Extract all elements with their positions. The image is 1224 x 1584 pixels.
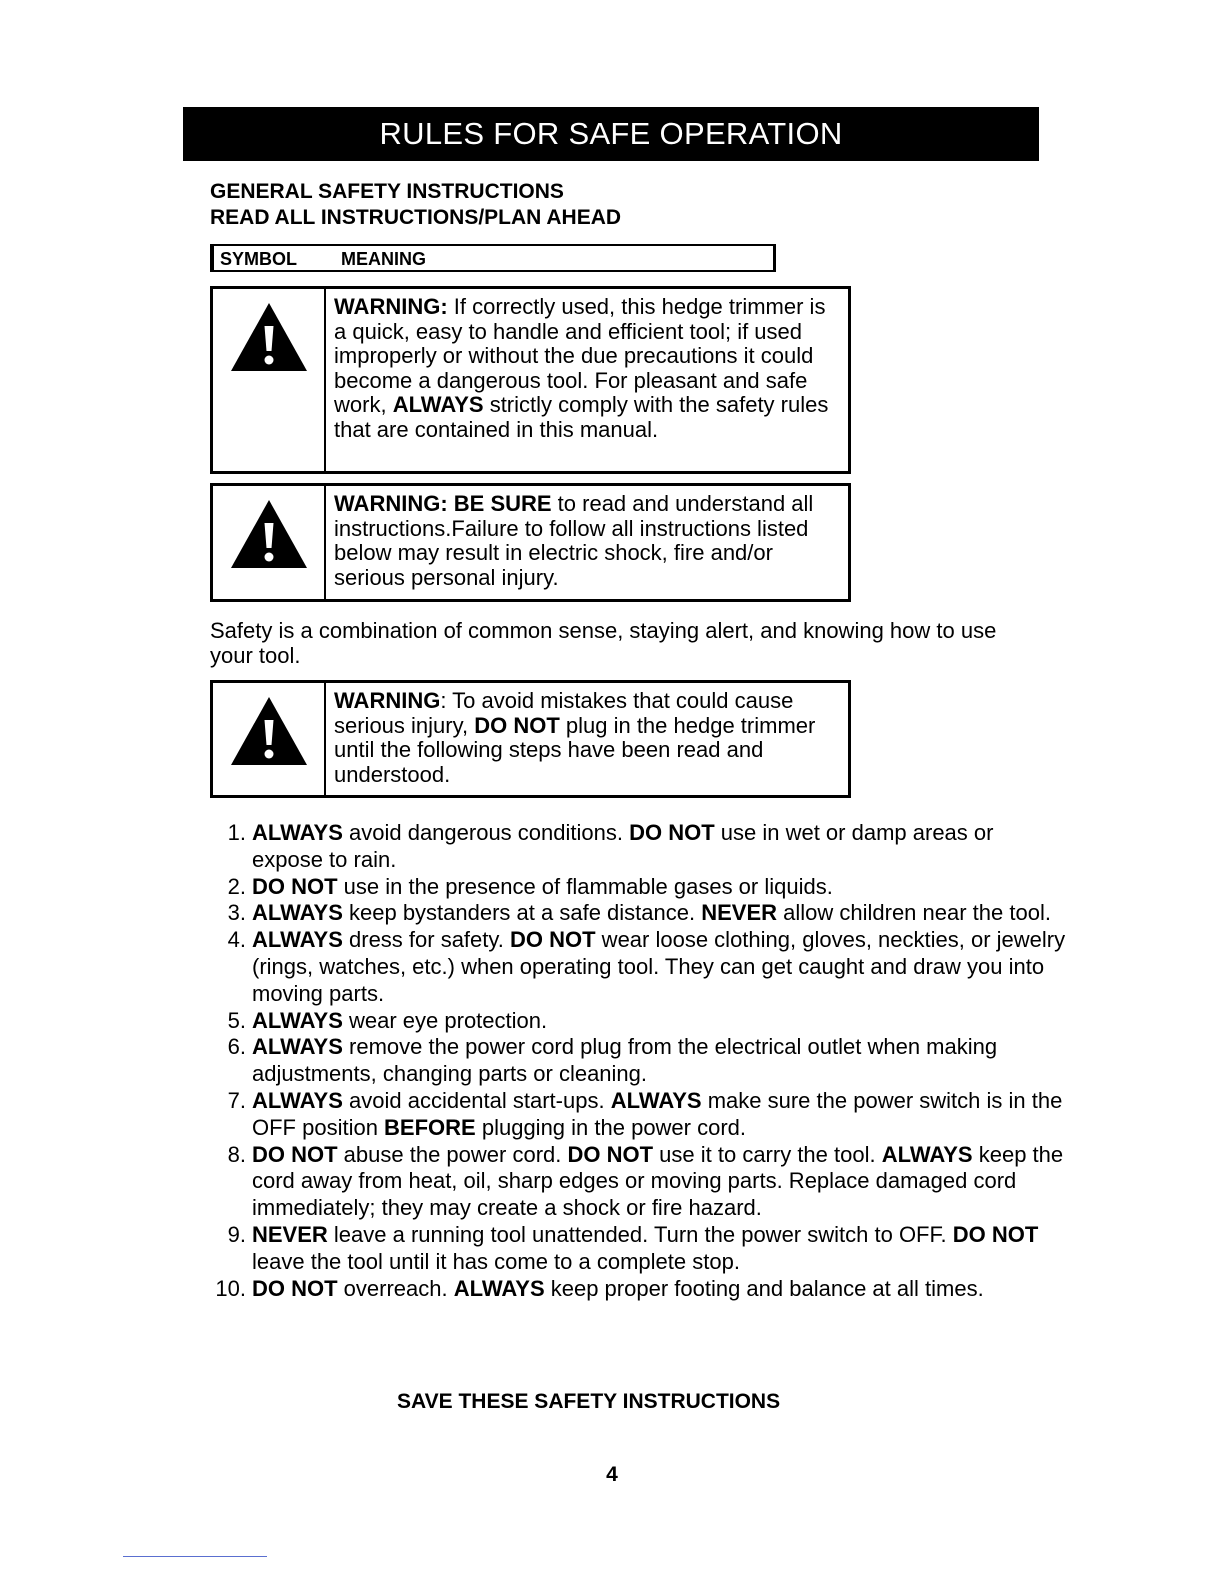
warning-text-2: WARNING: BE SURE to read and understand all instructions.Failure to follow all instructions listed below may result in electric shock, fire and/or serious personal injury. — [334, 491, 814, 590]
warning-symbol-cell — [213, 289, 326, 471]
warning-triangle-icon — [229, 498, 309, 570]
save-instructions-note: SAVE THESE SAFETY INSTRUCTIONS — [397, 1390, 781, 1413]
page-number: 4 — [606, 1463, 618, 1486]
general-safety-heading: GENERAL SAFETY INSTRUCTIONS — [210, 180, 564, 203]
safety-rules-list — [210, 820, 1070, 1302]
list-item: 2. DO NOT use in the presence of flammable gases or liquids. — [227, 873, 833, 899]
warning-text-1: WARNING: If correctly used, this hedge trimmer is a quick, easy to handle and efficient tool; if used improperly or without the due precautions it could become a dangerous tool. For pleasant and safe work, ALWAYS strictly comply with the safety rules that are contained in this manual. — [334, 294, 829, 442]
list-item: 10. DO NOT overreach. ALWAYS keep proper footing and balance at all times. — [215, 1275, 984, 1301]
warning-box-1 — [210, 286, 851, 474]
list-item: 4. ALWAYS dress for safety. DO NOT wear loose clothing, gloves, neckties, or jewelry (rings, watches, etc.) when operating tool. They can get caught and draw you into moving parts. — [227, 927, 1066, 1006]
warning-box-3 — [210, 680, 851, 798]
warning-triangle-icon — [229, 695, 309, 767]
warning-symbol-cell — [213, 486, 326, 599]
warning-box-2 — [210, 483, 851, 602]
list-item: 8. DO NOT abuse the power cord. DO NOT use it to carry the tool. ALWAYS keep the cord away from heat, oil, sharp edges or moving parts. Replace damaged cord immediately; they may create a shock or fire hazard. — [227, 1141, 1064, 1221]
section-banner: RULES FOR SAFE OPERATION — [183, 107, 1039, 161]
footer-divider — [123, 1556, 267, 1557]
list-item: 9. NEVER leave a running tool unattended. Turn the power switch to OFF. DO NOT leave the tool until it has come to a complete stop. — [227, 1221, 1039, 1274]
read-instructions-heading: READ ALL INSTRUCTIONS/PLAN AHEAD — [210, 206, 622, 229]
symbol-table-header — [210, 244, 776, 272]
list-item: 5. ALWAYS wear eye protection. — [227, 1007, 548, 1033]
symbol-column-label: SYMBOL — [220, 249, 298, 269]
list-item: 3. ALWAYS keep bystanders at a safe distance. NEVER allow children near the tool. — [227, 900, 1051, 926]
warning-symbol-cell — [213, 683, 326, 795]
list-item: 7. ALWAYS avoid accidental start-ups. ALWAYS make sure the power switch is in the OFF position BEFORE plugging in the power cord. — [227, 1087, 1063, 1140]
intro-paragraph: Safety is a combination of common sense, staying alert, and knowing how to use your tool. — [210, 618, 997, 668]
meaning-column-label: MEANING — [341, 249, 426, 269]
warning-triangle-icon — [229, 301, 309, 373]
warning-text-3: WARNING: To avoid mistakes that could cause serious injury, DO NOT plug in the hedge trimmer until the following steps have been read and understood. — [334, 688, 816, 787]
list-item: 1. ALWAYS avoid dangerous conditions. DO NOT use in wet or damp areas or expose to rain. — [227, 820, 994, 872]
list-item: 6. ALWAYS remove the power cord plug from the electrical outlet when making adjustments, changing parts or cleaning. — [227, 1034, 998, 1087]
